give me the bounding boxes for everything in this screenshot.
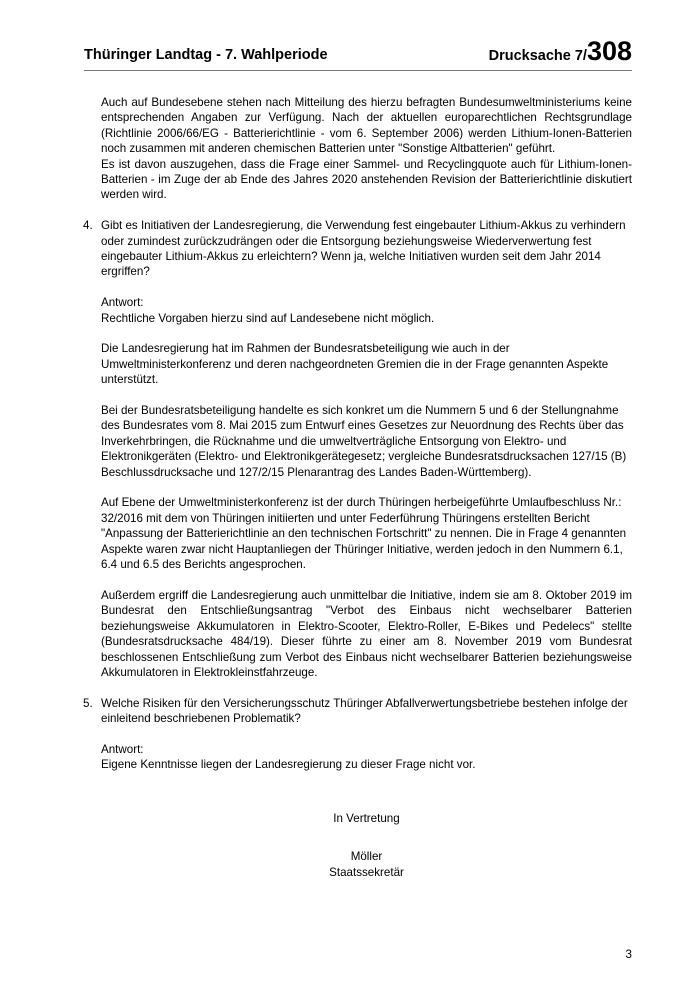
document-label: Drucksache 7/ — [488, 48, 587, 64]
question-4-number: 4. — [83, 219, 93, 233]
question-5-text: Welche Risiken für den Versicherungsschutz Thüringer Abfallverwertungsbetriebe bestehen infolge der einleitend beschriebenen Problematik? — [101, 696, 628, 726]
question-4 — [83, 218, 632, 280]
answer-4-paragraph-4: Auf Ebene der Umweltministerkonferenz ist der durch Thüringen herbeigeführte Umlaufbeschluss Nr.: 32/2016 mit dem von Thüringen initiierten und unter Federführung Thüringens erstellten Bericht "Anpassung der Batterierichtlinie an den technischen Fortschritt" zu nennen. Die in Frage 4 genannten Aspekte waren zwar nicht Hauptanliegen der Thüringer Initiative, werden jedoch in den Nummern 6.1, 6.4 und 6.5 des Berichts angesprochen. — [101, 496, 627, 572]
parliament-title: Thüringer Landtag - 7. Wahlperiode — [84, 47, 328, 63]
answer-5-label: Antwort: — [101, 742, 144, 756]
intro-paragraph-1: Auch auf Bundesebene stehen nach Mitteilung des hierzu befragten Bundesumweltministeriums keine entsprechenden Angaben zur Verfügung. Nach der aktuellen europarechtlichen Rechtsgrundlage (Richtlinie 2006/66/EG - Batterierichtlinie - vom 6. September 2006) werden Lithium-Ionen-Batterien noch zusammen mit anderen chemischen Batterien unter "Sonstige Altbatterien" geführt. — [101, 96, 632, 156]
page-header — [84, 34, 632, 71]
signer-name: Möller — [350, 850, 383, 864]
answer-4-paragraph-5: Außerdem ergriff die Landesregierung auch unmittelbar die Initiative, indem sie am 8. Oktober 2019 im Bundesrat den Entschließungsantrag "Verbot des Einbaus nicht wechselbarer Batterien beziehungsweise Akkumulatoren in Elektro-Scooter, Elektro-Roller, E-Bikes und Pedelecs" stellte (Bundesratsdrucksache 484/19). Dieser führte zu einer am 8. November 2019 vom Bundesrat beschlossenen Entschließung zum Verbot des Einbaus nicht wechselbarer Batterien beziehungsweise Akkumulatoren in Elektrokleinstfahrzeuge. — [101, 588, 632, 679]
question-5 — [83, 696, 632, 727]
question-5-number: 5. — [83, 696, 93, 710]
page-number: 3 — [625, 948, 632, 961]
intro-paragraph-2: Es ist davon auszugehen, dass die Frage einer Sammel- und Recyclingquote auch für Lithium-Ionen-Batterien - im Zuge der ab Ende des Jahres 2020 anstehenden Revision der Batterierichtlinie diskutiert werden wird. — [101, 157, 632, 202]
closing-phrase: In Vertretung — [333, 811, 400, 825]
document-number: 308 — [586, 36, 632, 66]
answer-5-paragraph-1: Eigene Kenntnisse liegen der Landesregierung zu dieser Frage nicht vor. — [101, 758, 476, 772]
document-body — [83, 95, 632, 880]
answer-4-paragraph-2: Die Landesregierung hat im Rahmen der Bundesratsbeteiligung wie auch in der Umweltministerkonferenz und deren nachgeordneten Gremien die in der Frage genannten Aspekte unterstützt. — [101, 342, 609, 387]
signer-title: Staatssekretär — [329, 865, 404, 879]
question-4-text: Gibt es Initiativen der Landesregierung, die Verwendung fest eingebauter Lithium-Akkus zu verhindern oder zumindest zurückzudrängen oder die Entsorgung beziehungsweise Wiederverwertung fest eingebauter Lithium-Akkus zu erleichtern? Wenn ja, welche Initiativen wurden seit dem Jahr 2014 ergriffen? — [101, 219, 626, 279]
answer-4-label: Antwort: — [101, 296, 144, 310]
document-reference — [489, 38, 632, 65]
answer-4-paragraph-1: Rechtliche Vorgaben hierzu sind auf Landesebene nicht möglich. — [101, 311, 435, 325]
answer-4-paragraph-3: Bei der Bundesratsbeteiligung handelte es sich konkret um die Nummern 5 und 6 der Stellungnahme des Bundesrates vom 8. Mai 2015 zum Entwurf eines Gesetzes zur Neuordnung des Rechts über das Inverkehrbringen, die Rücknahme und die umweltverträgliche Entsorgung von Elektro- und Elektronikgeräten (Elektro- und Elektronikgerätegesetz; vergleiche Bundesratsdrucksachen 127/15 (B) Beschlussdrucksache und 127/2/15 Plenarantrag des Landes Baden-Württemberg). — [101, 404, 627, 479]
